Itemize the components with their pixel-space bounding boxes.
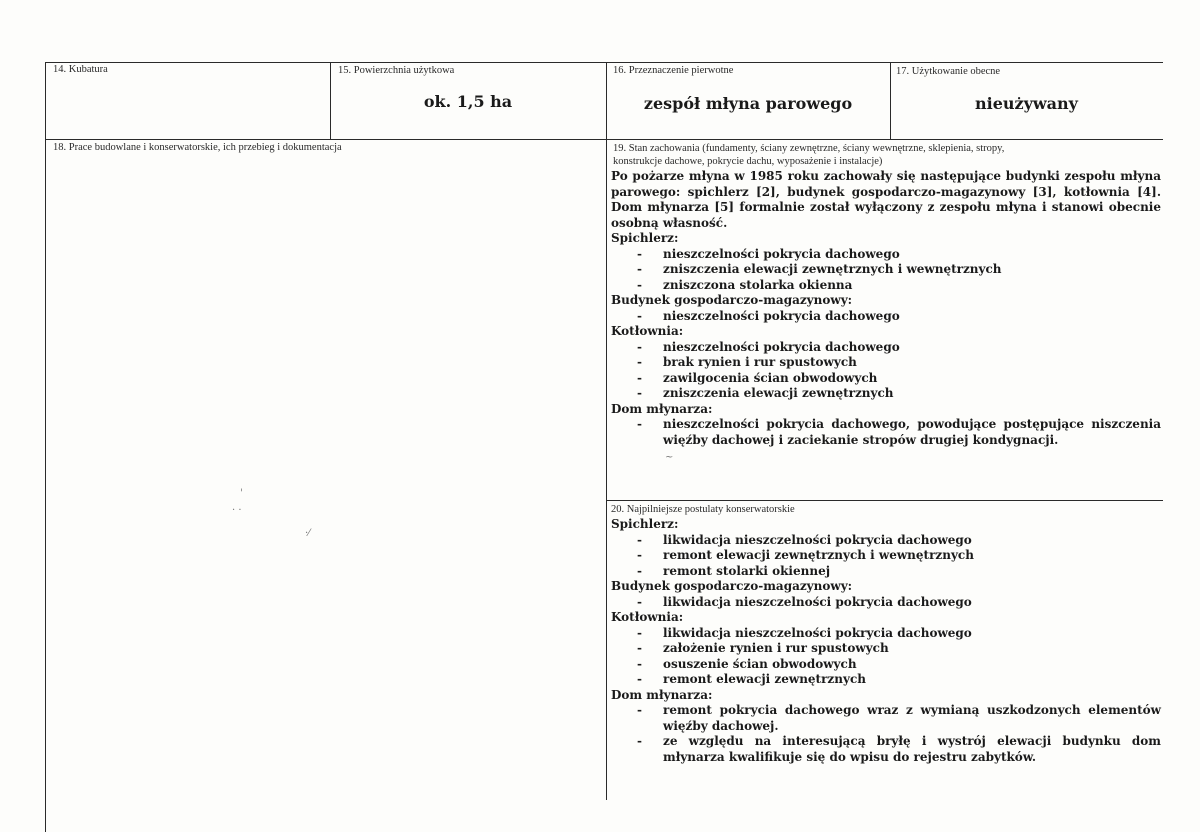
list-item: - likwidacja nieszczelności pokrycia dachowego — [637, 594, 972, 609]
list-item: - ze względu na interesującą bryłę i wystrój elewacji budynku dom młynarza kwalifikuje się do wpisu do rejestru zabytków. — [637, 734, 1161, 764]
list-item: - założenie rynien i rur spustowych — [637, 641, 889, 655]
section-19-content — [611, 169, 1161, 448]
list-item: - remont stolarki okiennej — [637, 563, 831, 578]
field-16-value: zespół młyna parowego — [643, 94, 853, 113]
list-item: - nieszczelności pokrycia dachowego — [637, 308, 900, 323]
scan-speck: ·⁄ — [305, 528, 310, 539]
field-17-value: nieużywany — [975, 94, 1078, 113]
list-item: - zniszczenia elewacji zewnętrznych — [637, 386, 894, 400]
field-16-label: 16. Przeznaczenie pierwotne — [613, 65, 734, 76]
s20-dom-heading: Dom młynarza: — [611, 687, 713, 702]
field-19-label-line-1: 19. Stan zachowania (fundamenty, ściany zewnętrzne, ściany wewnętrzne, sklepienia, stropy, — [613, 143, 1005, 154]
s19-spichlerz-heading: Spichlerz: — [611, 231, 679, 245]
top-border — [45, 62, 1163, 63]
list-item: - likwidacja nieszczelności pokrycia dachowego — [637, 532, 972, 547]
scan-speck: ~ — [665, 452, 674, 463]
list-item: - nieszczelności pokrycia dachowego — [637, 339, 900, 354]
list-item: - osuszenie ścian obwodowych — [637, 656, 857, 671]
col-divider-2 — [606, 62, 607, 800]
left-border — [45, 62, 46, 832]
list-item: - zniszczona stolarka okienna — [637, 277, 853, 292]
s20-kotlownia-heading: Kotłownia: — [611, 610, 684, 624]
field-17-label: 17. Użytkowanie obecne — [896, 66, 1001, 77]
s20-spichlerz-heading: Spichlerz: — [611, 517, 679, 531]
s20-budynek-heading: Budynek gospodarczo-magazynowy: — [611, 579, 853, 593]
list-item: - remont elewacji zewnętrznych — [637, 672, 866, 686]
s19-dom-heading: Dom młynarza: — [611, 401, 713, 416]
s19-budynek-heading: Budynek gospodarczo-magazynowy: — [611, 293, 853, 307]
field-15-value: ok. 1,5 ha — [423, 92, 513, 111]
list-item: - remont elewacji zewnętrznych i wewnętrznych — [637, 548, 974, 562]
scan-speck: · · — [232, 505, 242, 516]
list-item: - likwidacja nieszczelności pokrycia dachowego — [637, 625, 972, 640]
field-14-label: 14. Kubatura — [53, 64, 108, 75]
section-20-content — [611, 517, 1161, 765]
list-item: - zawilgocenia ścian obwodowych — [637, 370, 878, 385]
field-15-label: 15. Powierzchnia użytkowa — [338, 65, 455, 76]
row-divider — [45, 139, 1163, 140]
list-item: - zniszczenia elewacji zewnętrznych i wewnętrznych — [637, 262, 1002, 276]
section-20-divider — [606, 500, 1163, 501]
field-18-label: 18. Prace budowlane i konserwatorskie, ich przebieg i dokumentacja — [53, 142, 342, 153]
field-20-label: 20. Najpilniejsze postulaty konserwatorskie — [611, 504, 795, 515]
list-item: - nieszczelności pokrycia dachowego, powodujące postępujące niszczenia więźby dachowej i zaciekanie stropów drugiej kondygnacji. — [637, 417, 1161, 447]
section-19-intro: Po pożarze młyna w 1985 roku zachowały się następujące budynki zespołu młyna parowego: spichlerz [2], budynek gospodarczo-magazynowy [3], kotłownia [4]. Dom młynarza [5] formalnie został wyłączony z zespołu młyna i stanowi obecnie osobną własność. — [611, 169, 1161, 230]
list-item: - remont pokrycia dachowego wraz z wymianą uszkodzonych elementów więźby dachowej. — [637, 703, 1161, 733]
list-item: - brak rynien i rur spustowych — [637, 355, 857, 369]
s19-kotlownia-heading: Kotłownia: — [611, 324, 684, 338]
scan-speck: ' — [240, 488, 243, 499]
list-item: - nieszczelności pokrycia dachowego — [637, 246, 900, 261]
field-19-label-line-2: konstrukcje dachowe, pokrycie dachu, wyposażenie i instalacje) — [613, 156, 883, 167]
